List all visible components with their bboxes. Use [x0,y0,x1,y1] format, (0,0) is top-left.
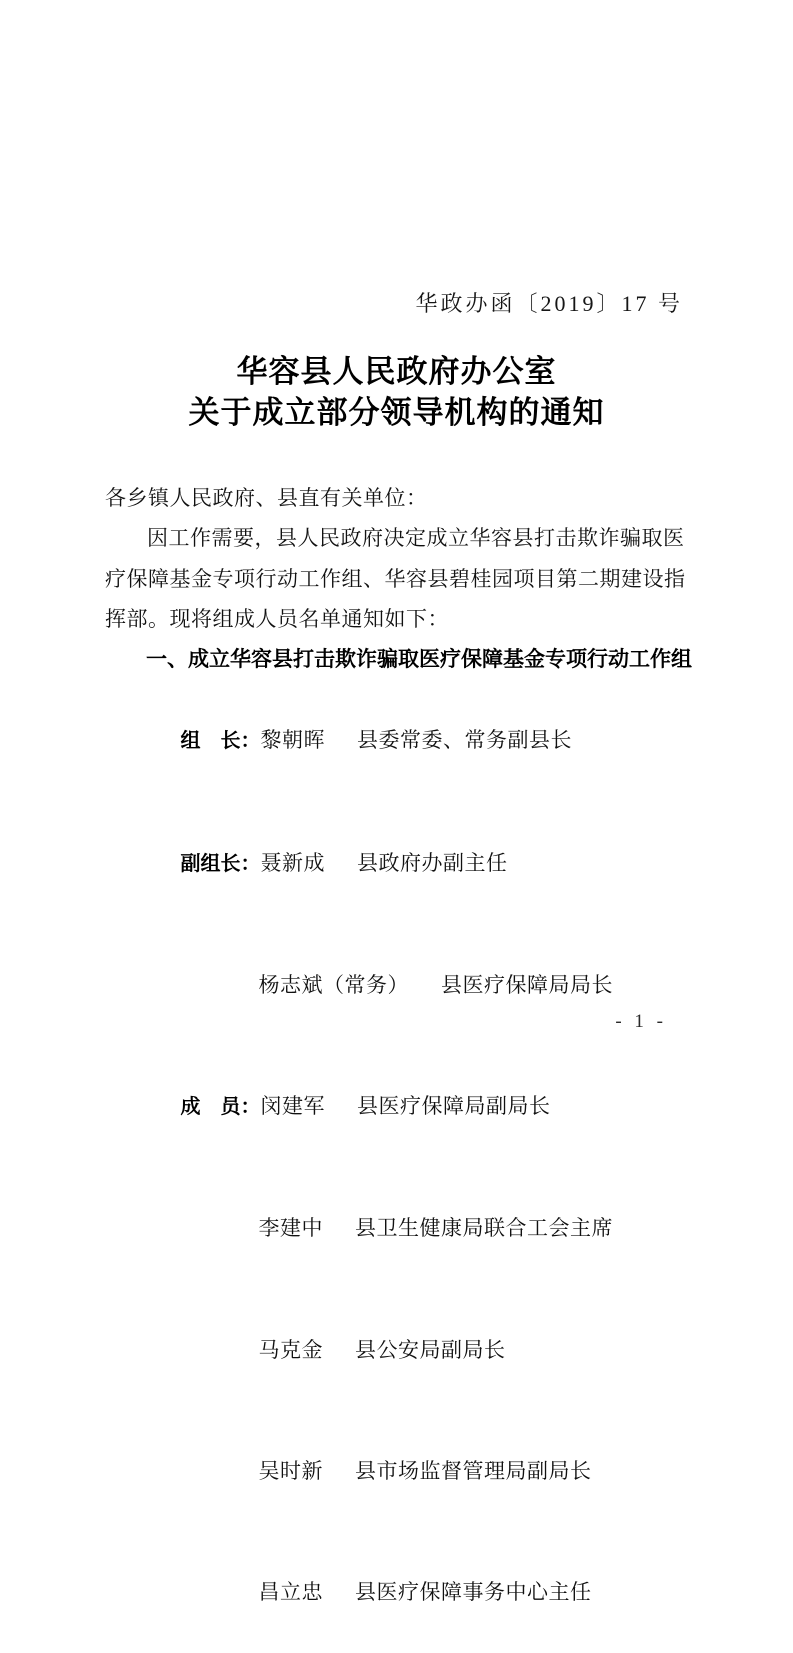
person-name: 吴时新 [258,1458,323,1483]
document-body [105,478,693,1653]
personnel-row [105,802,693,924]
person-position: 县公安局副局长 [355,1337,506,1362]
personnel-row [105,1532,693,1653]
page-number: - 1 - [615,1011,667,1032]
role-label: 成 员： [180,1096,261,1119]
person-name: 昌立忠 [258,1579,323,1604]
salutation: 各乡镇人民政府、县直有关单位： [105,486,428,510]
person-position: 县卫生健康局联合工会主席 [355,1216,613,1241]
personnel-row [105,680,693,802]
person-name: 马克金 [258,1337,323,1362]
personnel-row [105,924,693,1045]
person-name: 杨志斌（常务） [258,972,409,997]
personnel-row [105,1046,693,1168]
paragraph-line: 疗保障基金专项行动工作组、华容县碧桂园项目第二期建设指 [105,566,686,591]
section-heading: 一、成立华容县打击欺诈骗取医疗保障基金专项行动工作组 [146,647,692,671]
person-position: 县医疗保障事务中心主任 [355,1579,592,1604]
doc-number: 华政办函〔2019〕17 号 [415,291,683,316]
role-label: 组 长： [180,730,261,753]
paragraph-line: 挥部。现将组成人员名单通知如下： [105,607,449,632]
document-title [0,351,793,433]
person-name: 闵建军 [260,1094,325,1119]
personnel-row [105,1410,693,1531]
person-name: 黎朝晖 [260,728,325,753]
title-line-1: 华容县人民政府办公室 [236,354,557,389]
person-position: 县医疗保障局局长 [441,972,613,997]
person-name: 聂新成 [260,850,325,875]
role-label: 副组长： [180,852,261,875]
personnel-row [105,1289,693,1410]
person-position: 县医疗保障局副局长 [357,1094,551,1119]
person-position: 县市场监督管理局副局长 [355,1458,592,1483]
person-position: 县政府办副主任 [357,850,508,875]
person-position: 县委常委、常务副县长 [357,728,572,753]
paragraph-line: 因工作需要，县人民政府决定成立华容县打击欺诈骗取医 [147,526,685,551]
title-line-2: 关于成立部分领导机构的通知 [188,395,605,430]
personnel-row [105,1168,693,1289]
person-name: 李建中 [258,1216,323,1241]
